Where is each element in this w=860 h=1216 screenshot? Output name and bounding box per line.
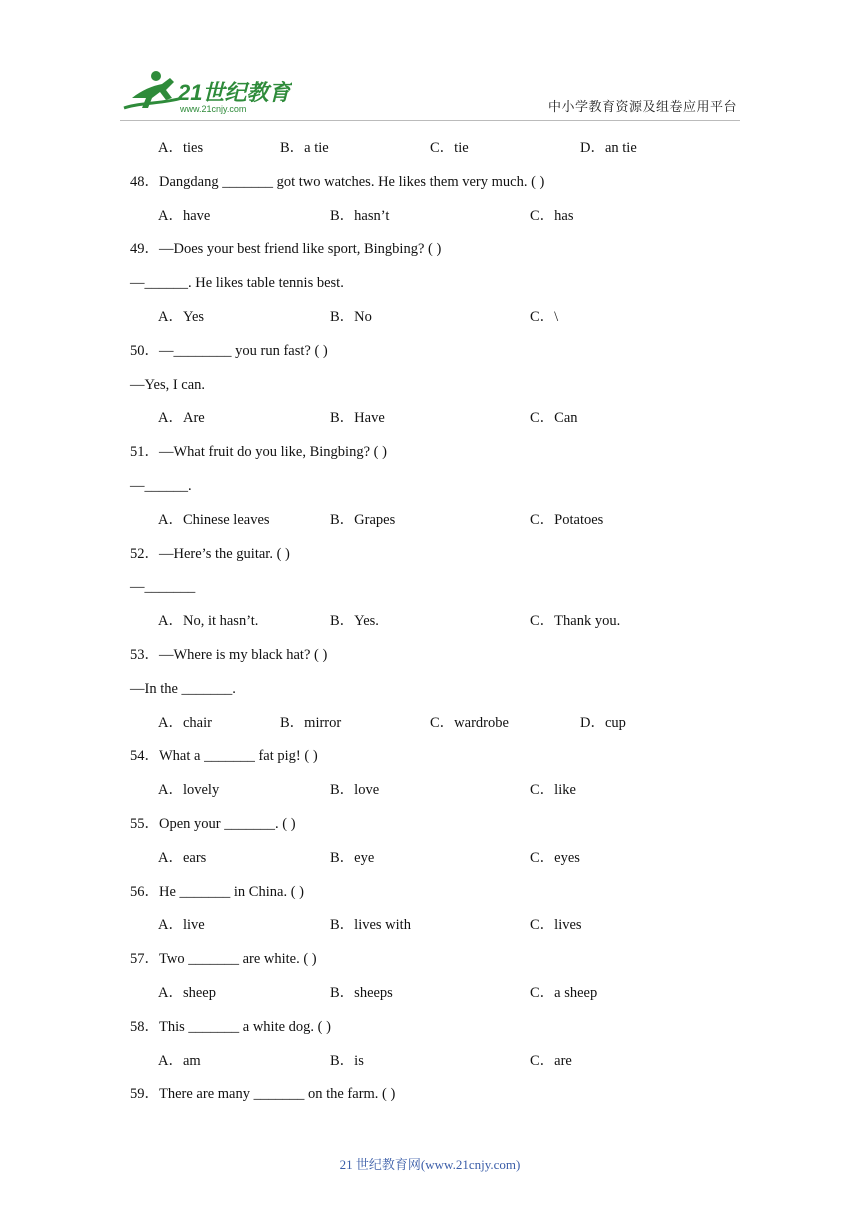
answer-option: B．hasn’t: [330, 207, 390, 224]
header-tagline: 中小学教育资源及组卷应用平台: [548, 99, 738, 114]
question-text: 48．Dangdang _______ got two watches. He likes them very much. ( ): [130, 173, 545, 190]
answer-option: D．cup: [580, 714, 626, 731]
question-text: 51．—What fruit do you like, Bingbing? ( ): [130, 444, 387, 461]
answer-option: A．lovely: [158, 782, 220, 799]
page-footer: 21 世纪教育网(www.21cnjy.com): [339, 1157, 521, 1172]
question-text: —______. He likes table tennis best.: [130, 275, 344, 292]
answer-option: A．Are: [158, 410, 205, 427]
answer-option: C．wardrobe: [430, 714, 509, 731]
header-divider: [120, 120, 740, 121]
answer-option: C．eyes: [530, 849, 580, 866]
answer-option: C．a sheep: [530, 985, 598, 1001]
answer-option: B．is: [330, 1052, 364, 1069]
answer-option: A．sheep: [158, 985, 216, 1001]
answer-option: A．have: [158, 207, 211, 224]
question-text: 57．Two _______ are white. ( ): [130, 951, 317, 968]
answer-option: B．Grapes: [330, 511, 396, 528]
answer-option: A．Chinese leaves: [158, 511, 270, 528]
answer-option: C．tie: [430, 140, 469, 156]
site-logo: [122, 68, 292, 116]
question-text: 53．—Where is my black hat? ( ): [130, 647, 328, 663]
answer-option: C．\: [530, 309, 559, 325]
question-text: 49．—Does your best friend like sport, Bingbing? ( ): [130, 241, 442, 258]
answer-option: C．Thank you.: [530, 613, 621, 630]
svg-text:21世纪教育: 21世纪教育: [178, 80, 291, 105]
question-text: —Yes, I can.: [130, 376, 206, 393]
svg-text:www.21cnjy.com: www.21cnjy.com: [180, 104, 247, 114]
answer-option: D．an tie: [580, 140, 637, 156]
answer-option: B．mirror: [280, 714, 342, 731]
answer-option: B．lives with: [330, 917, 411, 934]
question-text: —______.: [130, 478, 192, 494]
answer-option: B．a tie: [280, 140, 329, 156]
answer-option: C．are: [530, 1052, 572, 1069]
question-text: —In the _______.: [130, 680, 236, 697]
question-text: 52．—Here’s the guitar. ( ): [130, 545, 290, 562]
answer-option: A．No, it hasn’t.: [158, 613, 259, 630]
answer-option: C．has: [530, 207, 574, 224]
answer-option: A．Yes: [158, 309, 205, 325]
question-text: 56．He _______ in China. ( ): [130, 883, 304, 900]
answer-option: A．ears: [158, 849, 207, 866]
answer-option: C．Can: [530, 410, 578, 427]
answer-option: A．chair: [158, 714, 212, 731]
question-text: 54．What a _______ fat pig! ( ): [130, 748, 318, 765]
answer-option: B．love: [330, 782, 380, 799]
question-text: 55．Open your _______. ( ): [130, 816, 296, 832]
answer-option: A．live: [158, 917, 205, 934]
answer-option: B．eye: [330, 849, 375, 866]
answer-option: B．No: [330, 309, 372, 325]
answer-option: B．Have: [330, 410, 385, 427]
answer-option: B．sheeps: [330, 985, 393, 1001]
question-text: 58．This _______ a white dog. ( ): [130, 1018, 331, 1035]
answer-option: C．Potatoes: [530, 511, 604, 528]
answer-option: B．Yes.: [330, 613, 379, 630]
question-text: —_______: [130, 579, 196, 596]
page-header: [0, 0, 860, 130]
question-text: 59．There are many _______ on the farm. ( ): [130, 1086, 396, 1103]
answer-option: C．lives: [530, 917, 582, 934]
answer-option: C．like: [530, 782, 576, 799]
question-text: 50．—________ you run fast? ( ): [130, 342, 328, 359]
answer-option: A．am: [158, 1052, 201, 1069]
answer-option: A．ties: [158, 140, 204, 156]
